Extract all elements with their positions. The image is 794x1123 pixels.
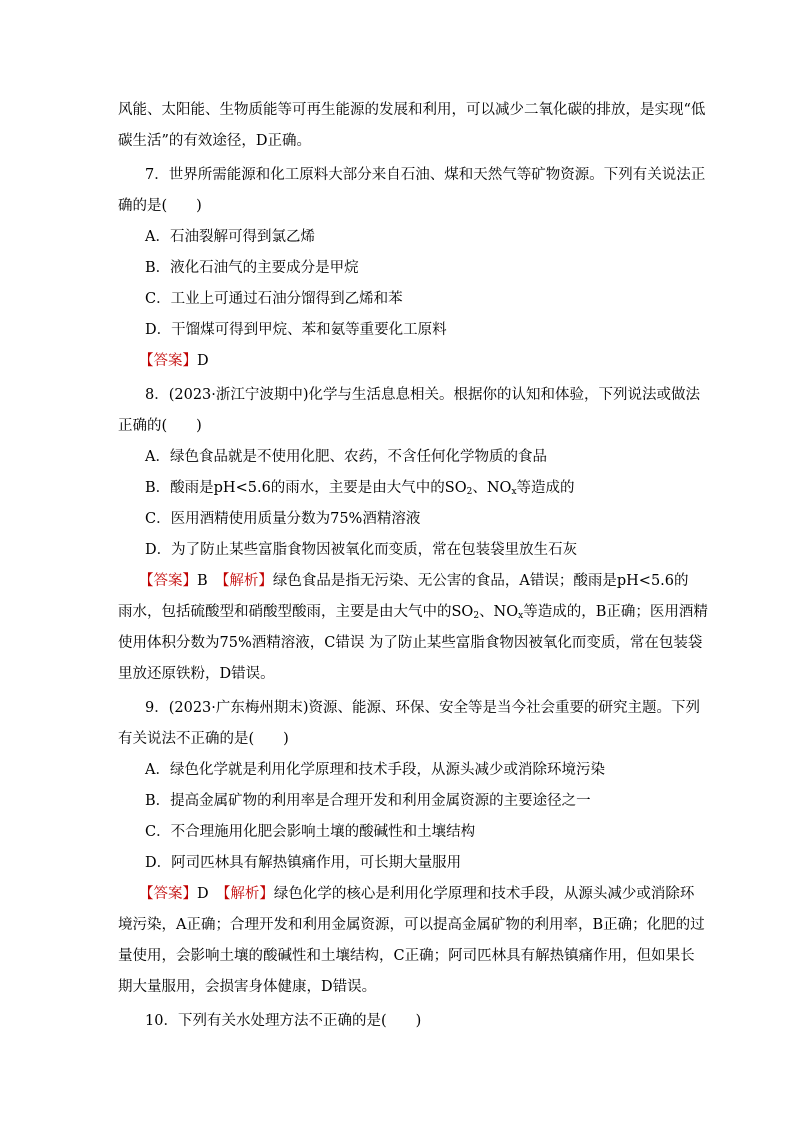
subscript: 2 [466,487,473,497]
question-7-option-d: D．干馏煤可得到甲烷、苯和氨等重要化工原料 [145,322,447,338]
text-run: B．酸雨是pH<5.6的雨水，主要是由大气中的SO [145,480,467,496]
question-9-option-c: C．不合理施用化肥会影响土壤的酸碱性和土壤结构 [145,824,476,840]
text-run: 雨水，包括硫酸型和硝酸型酸雨，主要是由大气中的SO [118,604,474,620]
text-run: 等造成的，B正确；医用酒精 [523,604,708,620]
paragraph-line: 碳生活”的有效途径，D正确。 [118,133,312,149]
question-8-option-a: A．绿色食品就是不使用化肥、农药，不含任何化学物质的食品 [145,449,547,465]
question-9-explanation: 量使用，会影响土壤的酸碱性和土壤结构，C正确；阿司匹林具有解热镇痛作用，但如果长 [118,948,695,964]
question-9-explanation: 境污染，A正确；合理开发和利用金属资源，可以提高金属矿物的利用率，B正确；化肥的过 [118,917,705,933]
explanation-text: 绿色化学的核心是利用化学原理和技术手段，从源头减少或消除环 [273,886,695,902]
question-9-stem-cont: 有关说法不正确的是( ) [118,731,289,747]
text-run: 、NO [472,480,512,496]
answer-tag: 【答案】 [139,886,197,902]
answer-value: B [197,573,223,589]
subscript: x [511,487,517,497]
question-8-option-d: D．为了防止某些富脂食物因被氧化而变质，常在包装袋里放生石灰 [145,542,578,558]
subscript: 2 [473,611,480,621]
text-run: 等造成的 [516,480,575,496]
question-8-stem: 8．(2023·浙江宁波期中)化学与生活息息相关。根据你的认知和体验，下列说法或做法 [145,387,701,403]
question-9-explanation: 期大量服用，会损害身体健康，D错误。 [118,979,377,995]
question-8-stem-cont: 正确的( ) [118,418,202,434]
question-7-stem-cont: 确的是( ) [118,198,202,214]
question-9-stem: 9．(2023·广东梅州期末)资源、能源、环保、安全等是当今社会重要的研究主题。下列 [145,700,701,716]
question-8-option-c: C．医用酒精使用质量分数为75%酒精溶液 [145,511,421,527]
question-7-option-b: B．液化石油气的主要成分是甲烷 [145,260,359,276]
question-7-option-c: C．工业上可通过石油分馏得到乙烯和苯 [145,291,403,307]
question-7-answer [139,351,209,371]
question-9-option-b: B．提高金属矿物的利用率是合理开发和利用金属资源的主要途径之一 [145,793,591,809]
question-9-option-d: D．阿司匹林具有解热镇痛作用，可长期大量服用 [145,855,462,871]
question-8-explanation [118,602,708,622]
question-7-stem: 7．世界所需能源和化工原料大部分来自石油、煤和天然气等矿物资源。下列有关说法正 [145,167,706,183]
explanation-text: 绿色食品是指无污染、无公害的食品，A错误；酸雨是pH<5.6的 [272,573,689,589]
subscript: x [518,611,524,621]
answer-tag: 【答案】 [139,573,197,589]
answer-value: D [197,353,209,369]
question-9-option-a: A．绿色化学就是利用化学原理和技术手段，从源头减少或消除环境污染 [145,762,605,778]
question-8-explanation: 里放还原铁粉，D错误。 [118,666,275,682]
question-8-explanation: 使用体积分数为75%酒精溶液，C错误 为了防止某些富脂食物因被氧化而变质，常在包装袋 [118,635,703,651]
question-8-option-b [145,478,575,498]
question-9-answer [139,884,694,904]
answer-tag: 【答案】 [139,353,197,369]
answer-value: D [197,886,224,902]
explanation-tag: 【解析】 [223,886,274,902]
question-7-option-a: A．石油裂解可得到氯乙烯 [145,229,315,245]
explanation-tag: 【解析】 [222,573,273,589]
paragraph-line: 风能、太阳能、生物质能等可再生能源的发展和利用，可以减少二氧化碳的排放，是实现“低 [118,102,706,118]
text-run: 、NO [479,604,519,620]
question-8-answer [139,571,689,591]
question-10-stem: 10．下列有关水处理方法不正确的是( ) [145,1013,422,1029]
